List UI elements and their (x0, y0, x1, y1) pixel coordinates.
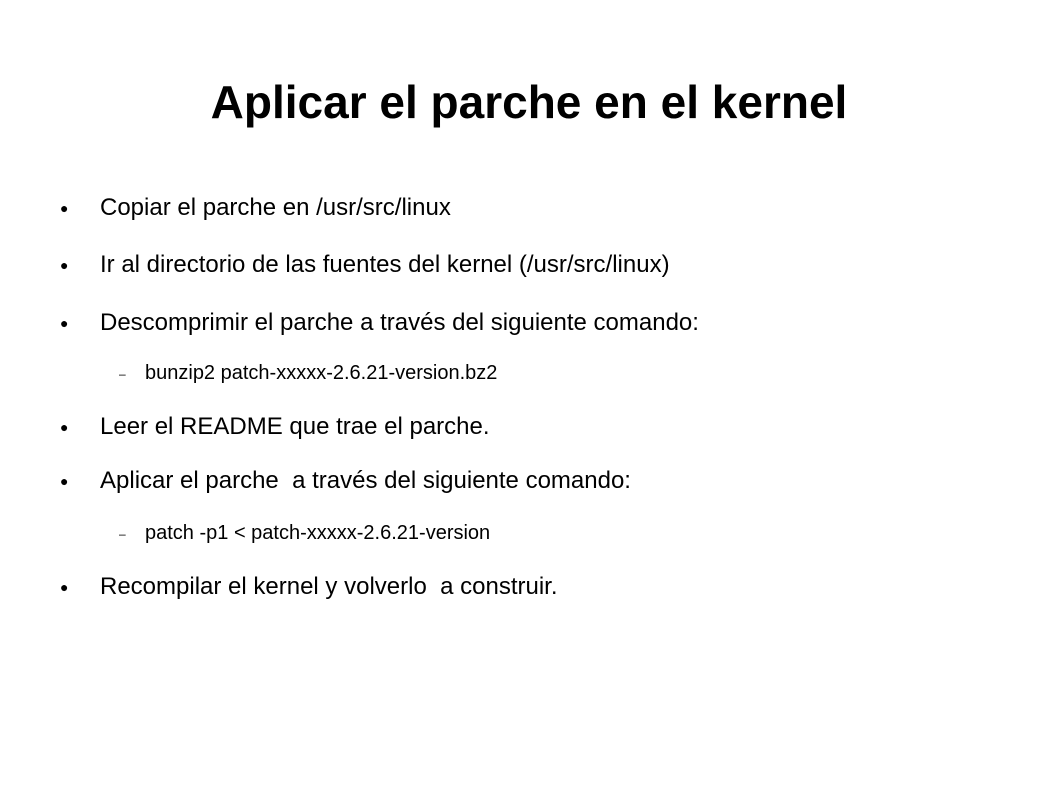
bullet-item (60, 572, 558, 692)
bullet-text: Ir al directorio de las fuentes del kernel (/usr/src/linux) (100, 251, 670, 278)
dash-icon: – (119, 367, 126, 381)
sub-bullet-text: patch -p1 < patch-xxxxx-2.6.21-version (145, 522, 491, 544)
bullet-icon: ● (60, 579, 69, 595)
bullet-icon: ● (60, 315, 69, 331)
bullet-text: Copiar el parche en /usr/src/linux (100, 194, 451, 221)
bullet-text: Aplicar el parche a través del siguiente comando: (100, 467, 631, 494)
sub-bullet-text: bunzip2 patch-xxxxx-2.6.21-version.bz2 (145, 362, 498, 384)
bullet-text: Recompilar el kernel y volverlo a construir. (100, 573, 558, 600)
dash-icon: – (119, 527, 126, 541)
bullet-icon: ● (60, 257, 69, 273)
bullet-icon: ● (60, 473, 69, 489)
bullet-text: Leer el README que trae el parche. (100, 413, 490, 440)
slide-title: Aplicar el parche en el kernel (210, 76, 848, 128)
bullet-icon: ● (60, 419, 69, 435)
bullet-text: Descomprimir el parche a través del siguiente comando: (100, 309, 699, 336)
bullet-icon: ● (60, 200, 69, 216)
